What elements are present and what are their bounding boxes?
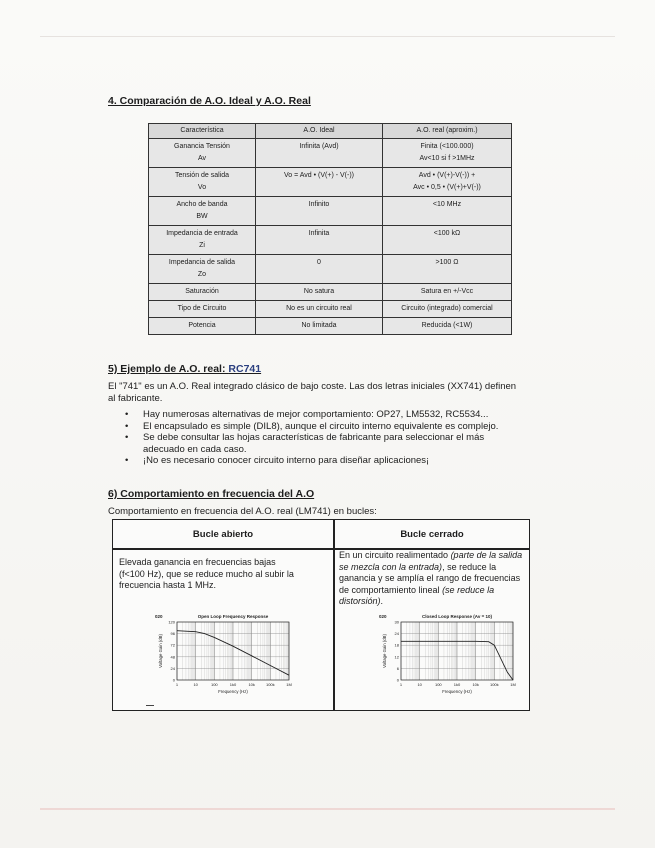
section6-intro: Comportamiento en frecuencia del A.O. real (LM741) en bucles: [108,506,377,517]
header-bucle-abierto: Bucle abierto [192,529,254,540]
frequency-table [112,519,530,711]
closed-loop-text-line [339,573,527,585]
chart-corner-label: 020 [155,614,163,619]
header-ao-ideal: A.O. Ideal [256,124,383,139]
chart-y-tick-label: 24 [394,631,399,637]
comparison-row [149,139,512,168]
section5-title [108,363,261,375]
cell-line: Infinito [308,201,330,208]
closed-text-part: ganancia y se amplía el rango de frecuencias [339,573,521,583]
cell-line: Ganancia Tensión [174,143,230,150]
chart-y-axis-label: Voltage Gain (dB) [382,634,387,668]
comparison-cell-c2 [256,168,383,197]
comparison-cell-c2 [256,226,383,255]
cell-line: Av [197,155,207,162]
bullet-dot-icon: • [125,420,129,432]
page-top-edge [40,36,615,37]
chart-x-tick-label: 1k0 [453,682,461,687]
comparison-row [149,301,512,318]
cell-line: Tensión de salida [174,172,230,179]
chart-x-tick-label: 100k [265,682,275,687]
comparison-cell-c2 [256,318,383,335]
comparison-cell-c3 [383,318,512,335]
comparison-row [149,318,512,335]
bullet-line: ¡No es necesario conocer circuito interno para diseñar aplicaciones¡ [143,455,430,466]
cell-line: Circuito (integrado) comercial [401,305,493,312]
bullet-dot-icon: • [125,409,129,420]
chart-x-tick-label: 1 [175,682,179,687]
chart-y-axis-label: Voltage Gain (dB) [158,634,163,668]
chart-corner-label: 020 [379,614,387,619]
chart-y-tick-label: 72 [170,642,175,648]
bullet-dot-icon: • [125,455,129,466]
comparison-cell-c3 [383,301,512,318]
cell-line: Finita (<100.000) [420,143,474,150]
comparison-cell-c3 [383,168,512,197]
section4-title: 4. Comparación de A.O. Ideal y A.O. Real [108,95,311,107]
open-loop-text [119,557,329,592]
comparison-cell-c3 [383,139,512,168]
chart-x-tick-label: 100 [210,682,218,687]
section5-title-link: RC741 [228,363,262,375]
chart-y-tick-label: 0 [172,677,175,683]
closed-loop-text-line [339,596,527,608]
comparison-cell-c2 [256,284,383,301]
open-loop-text-line: Elevada ganancia en frecuencias bajas [119,557,276,567]
comparison-cell-c2 [256,255,383,284]
cell-line: Tipo de Circuito [177,305,227,312]
comparison-row [149,197,512,226]
comparison-cell-c2 [256,139,383,168]
chart-x-tick-label: 100 [434,682,442,687]
section5-intro-line2: al fabricante. [108,393,163,404]
chart-x-tick-label: 100k [489,682,499,687]
chart-y-tick-label: 96 [170,631,175,637]
bullet-item [123,409,533,421]
chart-y-tick-label: 18 [394,642,399,648]
chart-y-tick-label: 0 [396,677,399,683]
bullet-item [123,432,533,455]
closed-loop-chart-svg [377,612,527,702]
closed-text-part: de comportamiento lineal [339,584,443,595]
closed-text-italic: distorsión) [339,596,381,606]
cell-line: Avd • (V(+)-V(-)) + [418,172,476,179]
cell-line: <10 MHz [432,201,462,208]
chart-y-tick-label: 6 [396,665,399,671]
page-bottom-edge [40,808,615,810]
bullet-item [123,455,533,467]
comparison-cell-c3 [383,226,512,255]
comparison-cell-c1 [149,139,256,168]
closed-loop-chart [377,612,527,707]
comparison-cell-c3 [383,284,512,301]
chart-x-tick-label: 1k0 [229,682,237,687]
cell-line: Avc • 0,5 • (V(+)+V(-)) [413,184,481,191]
section5-intro-line1: El "741" es un A.O. Real integrado clásico de bajo coste. Las dos letras iniciales (XX741) definen [108,381,517,392]
chart-x-tick-label: 10k [248,682,255,687]
chart-x-tick-label: 10 [417,682,422,687]
bullet-line: Hay numerosas alternativas de mejor comportamiento: OP27, LM5532, RC5534... [143,409,489,420]
chart-x-tick-label: 1M [286,682,292,687]
closed-loop-text [339,550,527,608]
cell-line: Reducida (<1W) [421,322,473,329]
closed-loop-text-line [339,585,527,597]
comparison-cell-c2 [256,197,383,226]
cell-line: 0 [317,259,321,266]
comparison-cell-c2 [256,301,383,318]
closed-text-italic: (parte de la salida [450,550,523,560]
comparison-cell-c3 [383,197,512,226]
section5-title-prefix: 5) Ejemplo de A.O. real: [108,363,229,375]
comparison-row [149,255,512,284]
cell-line: No satura [303,288,335,295]
open-loop-text-line: frecuencia hasta 1 MHz. [119,580,217,590]
header-ao-real: A.O. real (aproxim.) [383,124,512,139]
chart-x-tick-label: 10k [472,682,479,687]
closed-text-italic: se mezcla con la entrada) [339,561,443,572]
cell-line: BW [196,213,208,220]
chart-title: Closed Loop Response (Av = 10) [422,614,492,619]
closed-text-part: En un circuito realimentado [339,550,451,560]
chart-x-axis-label: Frequency (Hz) [218,689,248,694]
cell-line: Infinita [308,230,330,237]
cell-line: Satura en +/-Vcc [420,288,474,295]
header-bucle-cerrado: Bucle cerrado [400,529,464,540]
comparison-cell-c1 [149,318,256,335]
bullet-dot-icon: • [125,432,129,443]
chart-y-tick-label: 12 [394,654,399,660]
cell-line: Ancho de banda [176,201,228,208]
cell-line: No es un circuito real [286,305,352,312]
open-loop-text-line: (f<100 Hz), que se reduce mucho al subir la [119,568,294,579]
comparison-cell-c1 [149,226,256,255]
cell-line: Vo [197,184,207,191]
closed-loop-text-line [339,562,527,574]
cell-line: No limitada [301,322,337,329]
comparison-cell-c1 [149,301,256,318]
chart-y-tick-label: 24 [170,665,175,671]
comparison-cell-c3 [383,255,512,284]
cell-line: Impedancia de entrada [166,230,238,237]
stray-dash [146,705,154,706]
comparison-cell-c1 [149,197,256,226]
open-loop-chart [153,612,303,707]
bullet-line: adecuado en cada caso. [143,443,247,455]
cell-line: <100 kΩ [433,230,461,237]
section5-bullet-list [123,409,533,467]
comparison-row [149,168,512,197]
comparison-cell-c1 [149,255,256,284]
closed-text-part: . [380,596,384,606]
cell-line: Potencia [188,322,216,329]
chart-x-tick-label: 1 [399,682,403,687]
cell-line: Saturación [185,288,219,295]
comparison-row [149,284,512,301]
chart-x-axis-label: Frequency (Hz) [442,689,472,694]
cell-line: Av<10 si f >1MHz [419,155,475,162]
closed-loop-text-line [339,550,527,562]
chart-y-tick-label: 120 [168,619,175,625]
closed-text-part: , se reduce la [442,561,497,572]
chart-x-tick-label: 1M [510,682,516,687]
closed-text-italic: (se reduce la [442,584,495,595]
comparison-cell-c1 [149,168,256,197]
chart-title: Open Loop Frequency Response [197,614,269,619]
cell-line: Infinita (Avd) [299,143,339,150]
comparison-table [148,123,512,335]
cell-line: Zi [199,242,205,249]
cell-line: >100 Ω [435,259,459,266]
section5-intro [108,381,548,405]
bullet-line: Se debe consultar las hojas características de fabricante para seleccionar el más [143,432,485,443]
cell-line: Impedancia de salida [168,259,236,266]
bullet-item [123,421,533,433]
cell-line: Vo = Avd • (V(+) - V(-)) [283,172,354,179]
chart-x-tick-label: 10 [193,682,198,687]
bullet-line: El encapsulado es simple (DIL8), aunque el circuito interno equivalente es complejo. [143,420,499,432]
chart-y-tick-label: 30 [394,619,399,625]
header-caracteristica: Característica [149,124,256,139]
comparison-cell-c1 [149,284,256,301]
section6-title: 6) Comportamiento en frecuencia del A.O [108,488,315,500]
chart-y-tick-label: 48 [170,654,175,660]
comparison-row [149,226,512,255]
cell-line: Zo [197,271,207,278]
open-loop-chart-svg [153,612,303,702]
